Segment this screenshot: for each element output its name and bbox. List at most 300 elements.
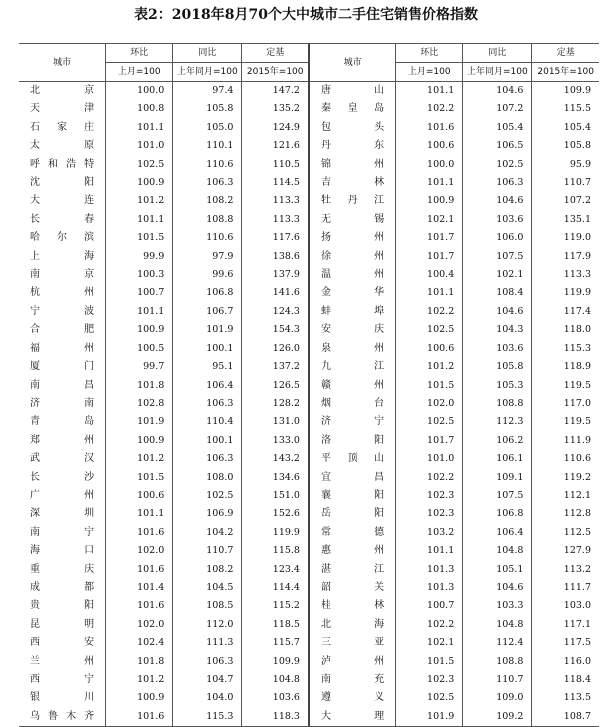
right-mom-cell: 101.7 <box>396 248 463 266</box>
right-yoy-cell: 109.2 <box>463 708 532 727</box>
left-mom-cell: 100.0 <box>106 82 173 101</box>
table-row <box>19 321 599 339</box>
right-base-cell: 116.0 <box>532 653 599 671</box>
right-base-cell: 127.9 <box>532 542 599 560</box>
header-mom-base-left: 上月=100 <box>106 63 173 82</box>
table-row <box>19 137 599 155</box>
table-row <box>19 708 599 727</box>
right-city-cell: 无 锡 <box>309 211 396 229</box>
right-base-cell: 105.8 <box>532 137 599 155</box>
right-base-cell: 103.0 <box>532 597 599 615</box>
left-base-cell: 151.0 <box>242 487 309 505</box>
left-city-cell: 昆 明 <box>30 618 95 630</box>
right-yoy-cell: 106.1 <box>463 450 532 468</box>
right-mom-cell: 102.5 <box>396 321 463 339</box>
left-city-cell: 南 昌 <box>30 379 95 391</box>
right-base-cell: 110.6 <box>532 450 599 468</box>
right-base-cell: 95.9 <box>532 156 599 174</box>
right-city-cell: 南 充 <box>309 671 396 689</box>
right-city-cell: 北 海 <box>309 616 396 634</box>
right-city-cell: 济 宁 <box>309 413 396 431</box>
right-city-cell: 徐 州 <box>309 248 396 266</box>
table-row <box>19 616 599 634</box>
left-mom-cell: 102.0 <box>106 542 173 560</box>
right-mom-cell: 101.0 <box>396 450 463 468</box>
left-yoy-cell: 95.1 <box>173 358 242 376</box>
left-yoy-cell: 100.1 <box>173 340 242 358</box>
table-row <box>19 561 599 579</box>
right-mom-cell: 100.9 <box>396 192 463 210</box>
right-mom-cell: 102.3 <box>396 671 463 689</box>
left-mom-cell: 101.6 <box>106 524 173 542</box>
right-city-cell: 扬 州 <box>309 229 396 247</box>
right-base-cell: 119.0 <box>532 229 599 247</box>
left-city-cell: 北 京 <box>30 85 95 96</box>
left-mom-cell: 102.8 <box>106 395 173 413</box>
table-row <box>19 634 599 652</box>
right-city-cell: 桂 林 <box>309 597 396 615</box>
right-mom-cell: 102.1 <box>396 211 463 229</box>
left-mom-cell: 100.8 <box>106 100 173 118</box>
table-row <box>19 505 599 523</box>
left-base-cell: 110.5 <box>242 156 309 174</box>
right-yoy-cell: 108.8 <box>463 395 532 413</box>
table-row <box>19 100 599 118</box>
table-row <box>19 450 599 468</box>
right-base-cell: 117.5 <box>532 634 599 652</box>
right-city-cell: 锦 州 <box>309 156 396 174</box>
left-city-cell: 厦 门 <box>30 361 95 373</box>
right-base-cell: 112.5 <box>532 524 599 542</box>
right-city-cell: 烟 台 <box>309 395 396 413</box>
left-mom-cell: 101.9 <box>106 413 173 431</box>
left-city-cell: 成 都 <box>30 581 95 593</box>
right-city-cell: 襄 阳 <box>309 487 396 505</box>
right-mom-cell: 101.7 <box>396 432 463 450</box>
header-base-right: 定基 <box>532 44 599 63</box>
left-base-cell: 103.6 <box>242 689 309 707</box>
left-mom-cell: 100.7 <box>106 284 173 302</box>
left-city-cell: 合 肥 <box>30 324 95 336</box>
left-city-cell: 长 春 <box>30 213 95 225</box>
right-mom-cell: 100.4 <box>396 266 463 284</box>
right-base-cell: 111.7 <box>532 579 599 597</box>
price-index-table <box>19 43 599 727</box>
right-base-cell: 111.9 <box>532 432 599 450</box>
left-yoy-cell: 106.9 <box>173 505 242 523</box>
right-mom-cell: 100.6 <box>396 340 463 358</box>
right-mom-cell: 102.2 <box>396 303 463 321</box>
right-yoy-cell: 104.8 <box>463 542 532 560</box>
right-base-cell: 105.4 <box>532 119 599 137</box>
right-yoy-cell: 106.4 <box>463 524 532 542</box>
table-row <box>19 671 599 689</box>
left-city-cell: 银 川 <box>30 692 95 704</box>
right-base-cell: 115.5 <box>532 100 599 118</box>
left-city-cell: 福 州 <box>30 342 95 354</box>
right-yoy-cell: 108.8 <box>463 653 532 671</box>
page-title: 表2：2018年8月70个大中城市二手住宅销售价格指数 <box>134 7 478 23</box>
right-mom-cell: 101.5 <box>396 377 463 395</box>
right-city-cell: 惠 州 <box>309 542 396 560</box>
right-yoy-cell: 106.5 <box>463 137 532 155</box>
left-mom-cell: 102.4 <box>106 634 173 652</box>
left-yoy-cell: 100.1 <box>173 432 242 450</box>
left-yoy-cell: 110.1 <box>173 137 242 155</box>
left-city-cell: 西 宁 <box>30 674 95 685</box>
right-yoy-cell: 106.2 <box>463 432 532 450</box>
left-city-cell: 乌鲁木齐 <box>19 708 106 727</box>
right-city-cell: 赣 州 <box>309 377 396 395</box>
right-mom-cell: 100.6 <box>396 137 463 155</box>
right-mom-cell: 102.0 <box>396 395 463 413</box>
right-city-cell: 吉 林 <box>309 174 396 192</box>
left-base-cell: 124.3 <box>242 303 309 321</box>
table-row <box>19 211 599 229</box>
right-city-cell: 牡丹江 <box>309 192 396 210</box>
left-mom-cell: 101.6 <box>106 597 173 615</box>
right-city-cell: 韶 关 <box>309 579 396 597</box>
right-yoy-cell: 108.4 <box>463 284 532 302</box>
left-city-cell: 大 连 <box>30 195 95 207</box>
table-row <box>19 303 599 321</box>
left-city-cell: 青 岛 <box>30 416 95 428</box>
left-mom-cell: 100.9 <box>106 689 173 707</box>
table-row <box>19 653 599 671</box>
left-yoy-cell: 104.5 <box>173 579 242 597</box>
left-mom-cell: 101.1 <box>106 303 173 321</box>
right-mom-cell: 100.7 <box>396 597 463 615</box>
left-city-cell: 南 宁 <box>30 526 95 538</box>
left-mom-cell: 100.9 <box>106 321 173 339</box>
right-city-cell: 泉 州 <box>309 340 396 358</box>
left-city-cell: 呼和浩特 <box>30 158 95 170</box>
right-base-cell: 117.0 <box>532 395 599 413</box>
right-mom-cell: 101.1 <box>396 82 463 101</box>
right-base-cell: 117.4 <box>532 303 599 321</box>
left-mom-cell: 101.6 <box>106 708 173 727</box>
left-mom-cell: 101.0 <box>106 137 173 155</box>
left-city-cell: 海 口 <box>30 545 95 557</box>
right-base-cell: 113.5 <box>532 689 599 707</box>
left-mom-cell: 101.4 <box>106 579 173 597</box>
left-base-cell: 114.4 <box>242 579 309 597</box>
left-base-cell: 135.2 <box>242 100 309 118</box>
left-base-cell: 126.0 <box>242 340 309 358</box>
left-city-cell: 西 安 <box>30 637 95 649</box>
right-yoy-cell: 106.3 <box>463 174 532 192</box>
right-base-cell: 107.2 <box>532 192 599 210</box>
right-yoy-cell: 103.3 <box>463 597 532 615</box>
table-row <box>19 413 599 431</box>
left-city-cell: 济 南 <box>30 397 95 409</box>
table-row <box>19 266 599 284</box>
left-base-cell: 113.3 <box>242 192 309 210</box>
right-mom-cell: 101.1 <box>396 284 463 302</box>
right-mom-cell: 102.5 <box>396 689 463 707</box>
header-mom-right: 环比 <box>396 44 463 63</box>
right-base-cell: 113.2 <box>532 561 599 579</box>
left-base-cell: 131.0 <box>242 413 309 431</box>
right-base-cell: 119.2 <box>532 469 599 487</box>
left-base-cell: 115.2 <box>242 597 309 615</box>
left-city-cell: 武 汉 <box>30 453 95 465</box>
right-base-cell: 119.5 <box>532 413 599 431</box>
right-mom-cell: 102.3 <box>396 487 463 505</box>
left-yoy-cell: 97.4 <box>173 82 242 101</box>
left-yoy-cell: 99.6 <box>173 266 242 284</box>
right-city-cell: 秦皇岛 <box>309 100 396 118</box>
header-yoy-base-right: 上年同月=100 <box>463 63 532 82</box>
left-base-cell: 115.8 <box>242 542 309 560</box>
right-yoy-cell: 103.6 <box>463 211 532 229</box>
right-city-cell: 岳 阳 <box>309 505 396 523</box>
right-yoy-cell: 107.5 <box>463 487 532 505</box>
left-base-cell: 138.6 <box>242 248 309 266</box>
right-mom-cell: 101.2 <box>396 358 463 376</box>
left-yoy-cell: 104.2 <box>173 524 242 542</box>
right-mom-cell: 101.3 <box>396 561 463 579</box>
left-yoy-cell: 106.3 <box>173 174 242 192</box>
left-city-cell: 石家庄 <box>30 121 95 133</box>
right-yoy-cell: 104.6 <box>463 303 532 321</box>
right-mom-cell: 101.3 <box>396 579 463 597</box>
table-row <box>19 284 599 302</box>
right-city-cell: 唐 山 <box>309 82 396 101</box>
left-city-cell: 贵 阳 <box>30 600 95 612</box>
right-city-cell: 安 庆 <box>309 321 396 339</box>
right-mom-cell: 101.7 <box>396 229 463 247</box>
left-mom-cell: 99.7 <box>106 358 173 376</box>
right-base-cell: 118.9 <box>532 358 599 376</box>
right-mom-cell: 103.2 <box>396 524 463 542</box>
left-yoy-cell: 110.4 <box>173 413 242 431</box>
left-mom-cell: 102.5 <box>106 156 173 174</box>
left-mom-cell: 100.3 <box>106 266 173 284</box>
right-yoy-cell: 104.6 <box>463 82 532 101</box>
header-city-right: 城市 <box>309 44 396 82</box>
left-base-cell: 137.9 <box>242 266 309 284</box>
left-base-cell: 154.3 <box>242 321 309 339</box>
right-city-cell: 丹 东 <box>309 137 396 155</box>
left-mom-cell: 101.5 <box>106 229 173 247</box>
right-base-cell: 117.9 <box>532 248 599 266</box>
left-mom-cell: 100.9 <box>106 174 173 192</box>
left-city-cell: 南 京 <box>30 269 95 281</box>
table-row <box>19 597 599 615</box>
left-yoy-cell: 108.5 <box>173 597 242 615</box>
right-mom-cell: 102.1 <box>396 634 463 652</box>
left-mom-cell: 101.1 <box>106 505 173 523</box>
left-mom-cell: 100.5 <box>106 340 173 358</box>
left-mom-cell: 101.1 <box>106 211 173 229</box>
table-row <box>19 229 599 247</box>
left-yoy-cell: 106.3 <box>173 450 242 468</box>
left-base-cell: 124.9 <box>242 119 309 137</box>
right-city-cell: 金 华 <box>309 284 396 302</box>
table-row <box>19 579 599 597</box>
header-yoy-right: 同比 <box>463 44 532 63</box>
left-mom-cell: 101.5 <box>106 469 173 487</box>
left-city-cell: 长 沙 <box>30 471 95 483</box>
left-yoy-cell: 110.6 <box>173 156 242 174</box>
right-base-cell: 108.7 <box>532 708 599 727</box>
right-city-cell: 温 州 <box>309 266 396 284</box>
left-base-cell: 128.2 <box>242 395 309 413</box>
right-mom-cell: 101.1 <box>396 174 463 192</box>
left-yoy-cell: 105.0 <box>173 119 242 137</box>
right-yoy-cell: 109.0 <box>463 689 532 707</box>
left-yoy-cell: 108.0 <box>173 469 242 487</box>
left-base-cell: 152.6 <box>242 505 309 523</box>
table-row <box>19 487 599 505</box>
header-city-left: 城市 <box>19 44 106 82</box>
right-base-cell: 113.3 <box>532 266 599 284</box>
right-city-cell: 蚌 埠 <box>309 303 396 321</box>
right-base-cell: 135.1 <box>532 211 599 229</box>
left-base-cell: 119.9 <box>242 524 309 542</box>
right-city-cell: 包 头 <box>309 119 396 137</box>
table-row <box>19 377 599 395</box>
left-mom-cell: 101.2 <box>106 450 173 468</box>
right-yoy-cell: 102.1 <box>463 266 532 284</box>
header-mom-left: 环比 <box>106 44 173 63</box>
left-base-cell: 134.6 <box>242 469 309 487</box>
left-yoy-cell: 106.4 <box>173 377 242 395</box>
left-mom-cell: 100.6 <box>106 487 173 505</box>
left-mom-cell: 101.1 <box>106 119 173 137</box>
table-row <box>19 432 599 450</box>
right-city-cell: 宜 昌 <box>309 469 396 487</box>
right-base-cell: 119.5 <box>532 377 599 395</box>
table-row <box>19 340 599 358</box>
right-mom-cell: 102.2 <box>396 100 463 118</box>
right-yoy-cell: 104.6 <box>463 192 532 210</box>
right-yoy-cell: 112.3 <box>463 413 532 431</box>
table-row <box>19 119 599 137</box>
table-row <box>19 524 599 542</box>
right-yoy-cell: 110.7 <box>463 671 532 689</box>
header-base-base-right: 2015年=100 <box>532 63 599 82</box>
left-base-cell: 121.6 <box>242 137 309 155</box>
right-mom-cell: 101.5 <box>396 653 463 671</box>
left-mom-cell: 101.6 <box>106 561 173 579</box>
left-mom-cell: 99.9 <box>106 248 173 266</box>
right-yoy-cell: 103.6 <box>463 340 532 358</box>
left-city-cell: 广 州 <box>30 489 95 501</box>
right-yoy-cell: 104.8 <box>463 616 532 634</box>
left-base-cell: 117.6 <box>242 229 309 247</box>
left-base-cell: 114.5 <box>242 174 309 192</box>
left-base-cell: 104.8 <box>242 671 309 689</box>
table-row <box>19 689 599 707</box>
right-yoy-cell: 102.5 <box>463 156 532 174</box>
left-mom-cell: 101.8 <box>106 377 173 395</box>
left-base-cell: 133.0 <box>242 432 309 450</box>
left-base-cell: 143.2 <box>242 450 309 468</box>
left-city-cell: 重 庆 <box>30 563 95 575</box>
left-base-cell: 118.3 <box>242 708 309 727</box>
right-mom-cell: 102.3 <box>396 505 463 523</box>
right-mom-cell: 102.2 <box>396 469 463 487</box>
right-city-cell: 湛 江 <box>309 561 396 579</box>
right-mom-cell: 102.2 <box>396 616 463 634</box>
right-base-cell: 119.9 <box>532 284 599 302</box>
right-mom-cell: 100.0 <box>396 156 463 174</box>
left-yoy-cell: 112.0 <box>173 616 242 634</box>
left-city-cell: 兰 州 <box>30 655 95 667</box>
left-yoy-cell: 108.2 <box>173 561 242 579</box>
right-city-cell: 平顶山 <box>309 450 396 468</box>
left-yoy-cell: 115.3 <box>173 708 242 727</box>
table-row <box>19 174 599 192</box>
left-city-cell: 深 圳 <box>30 508 95 520</box>
right-mom-cell: 102.5 <box>396 413 463 431</box>
table-row <box>19 542 599 560</box>
right-yoy-cell: 104.6 <box>463 579 532 597</box>
left-city-cell: 哈尔滨 <box>30 232 95 244</box>
left-yoy-cell: 97.9 <box>173 248 242 266</box>
right-base-cell: 109.9 <box>532 82 599 101</box>
left-city-cell: 上 海 <box>30 250 95 262</box>
right-yoy-cell: 112.4 <box>463 634 532 652</box>
left-yoy-cell: 104.0 <box>173 689 242 707</box>
right-city-cell: 洛 阳 <box>309 432 396 450</box>
left-yoy-cell: 106.3 <box>173 653 242 671</box>
header-yoy-left: 同比 <box>173 44 242 63</box>
left-base-cell: 147.2 <box>242 82 309 101</box>
left-yoy-cell: 104.7 <box>173 671 242 689</box>
left-yoy-cell: 110.7 <box>173 542 242 560</box>
right-yoy-cell: 105.1 <box>463 561 532 579</box>
table-body <box>19 82 599 727</box>
right-city-cell: 泸 州 <box>309 653 396 671</box>
right-mom-cell: 101.9 <box>396 708 463 727</box>
left-city-cell: 郑 州 <box>30 434 95 446</box>
right-yoy-cell: 105.8 <box>463 358 532 376</box>
left-city-cell: 杭 州 <box>30 287 95 299</box>
header-mom-base-right: 上月=100 <box>396 63 463 82</box>
left-base-cell: 113.3 <box>242 211 309 229</box>
left-mom-cell: 102.0 <box>106 616 173 634</box>
left-city-cell: 太 原 <box>30 140 95 152</box>
table-row <box>19 82 599 101</box>
header-yoy-base-left: 上年同月=100 <box>173 63 242 82</box>
right-mom-cell: 101.1 <box>396 542 463 560</box>
left-yoy-cell: 101.9 <box>173 321 242 339</box>
left-city-cell: 沈 阳 <box>30 177 95 189</box>
left-yoy-cell: 106.7 <box>173 303 242 321</box>
table-row <box>19 469 599 487</box>
left-base-cell: 109.9 <box>242 653 309 671</box>
table-row <box>19 358 599 376</box>
right-yoy-cell: 105.3 <box>463 377 532 395</box>
left-base-cell: 126.5 <box>242 377 309 395</box>
right-base-cell: 118.4 <box>532 671 599 689</box>
left-yoy-cell: 106.3 <box>173 395 242 413</box>
table-row <box>19 192 599 210</box>
right-yoy-cell: 109.1 <box>463 469 532 487</box>
right-yoy-cell: 107.5 <box>463 248 532 266</box>
left-base-cell: 118.5 <box>242 616 309 634</box>
left-mom-cell: 100.9 <box>106 432 173 450</box>
left-mom-cell: 101.2 <box>106 192 173 210</box>
right-city-cell: 常 德 <box>309 524 396 542</box>
table-row <box>19 395 599 413</box>
right-city-cell: 九 江 <box>309 358 396 376</box>
right-base-cell: 110.7 <box>532 174 599 192</box>
right-yoy-cell: 107.2 <box>463 100 532 118</box>
